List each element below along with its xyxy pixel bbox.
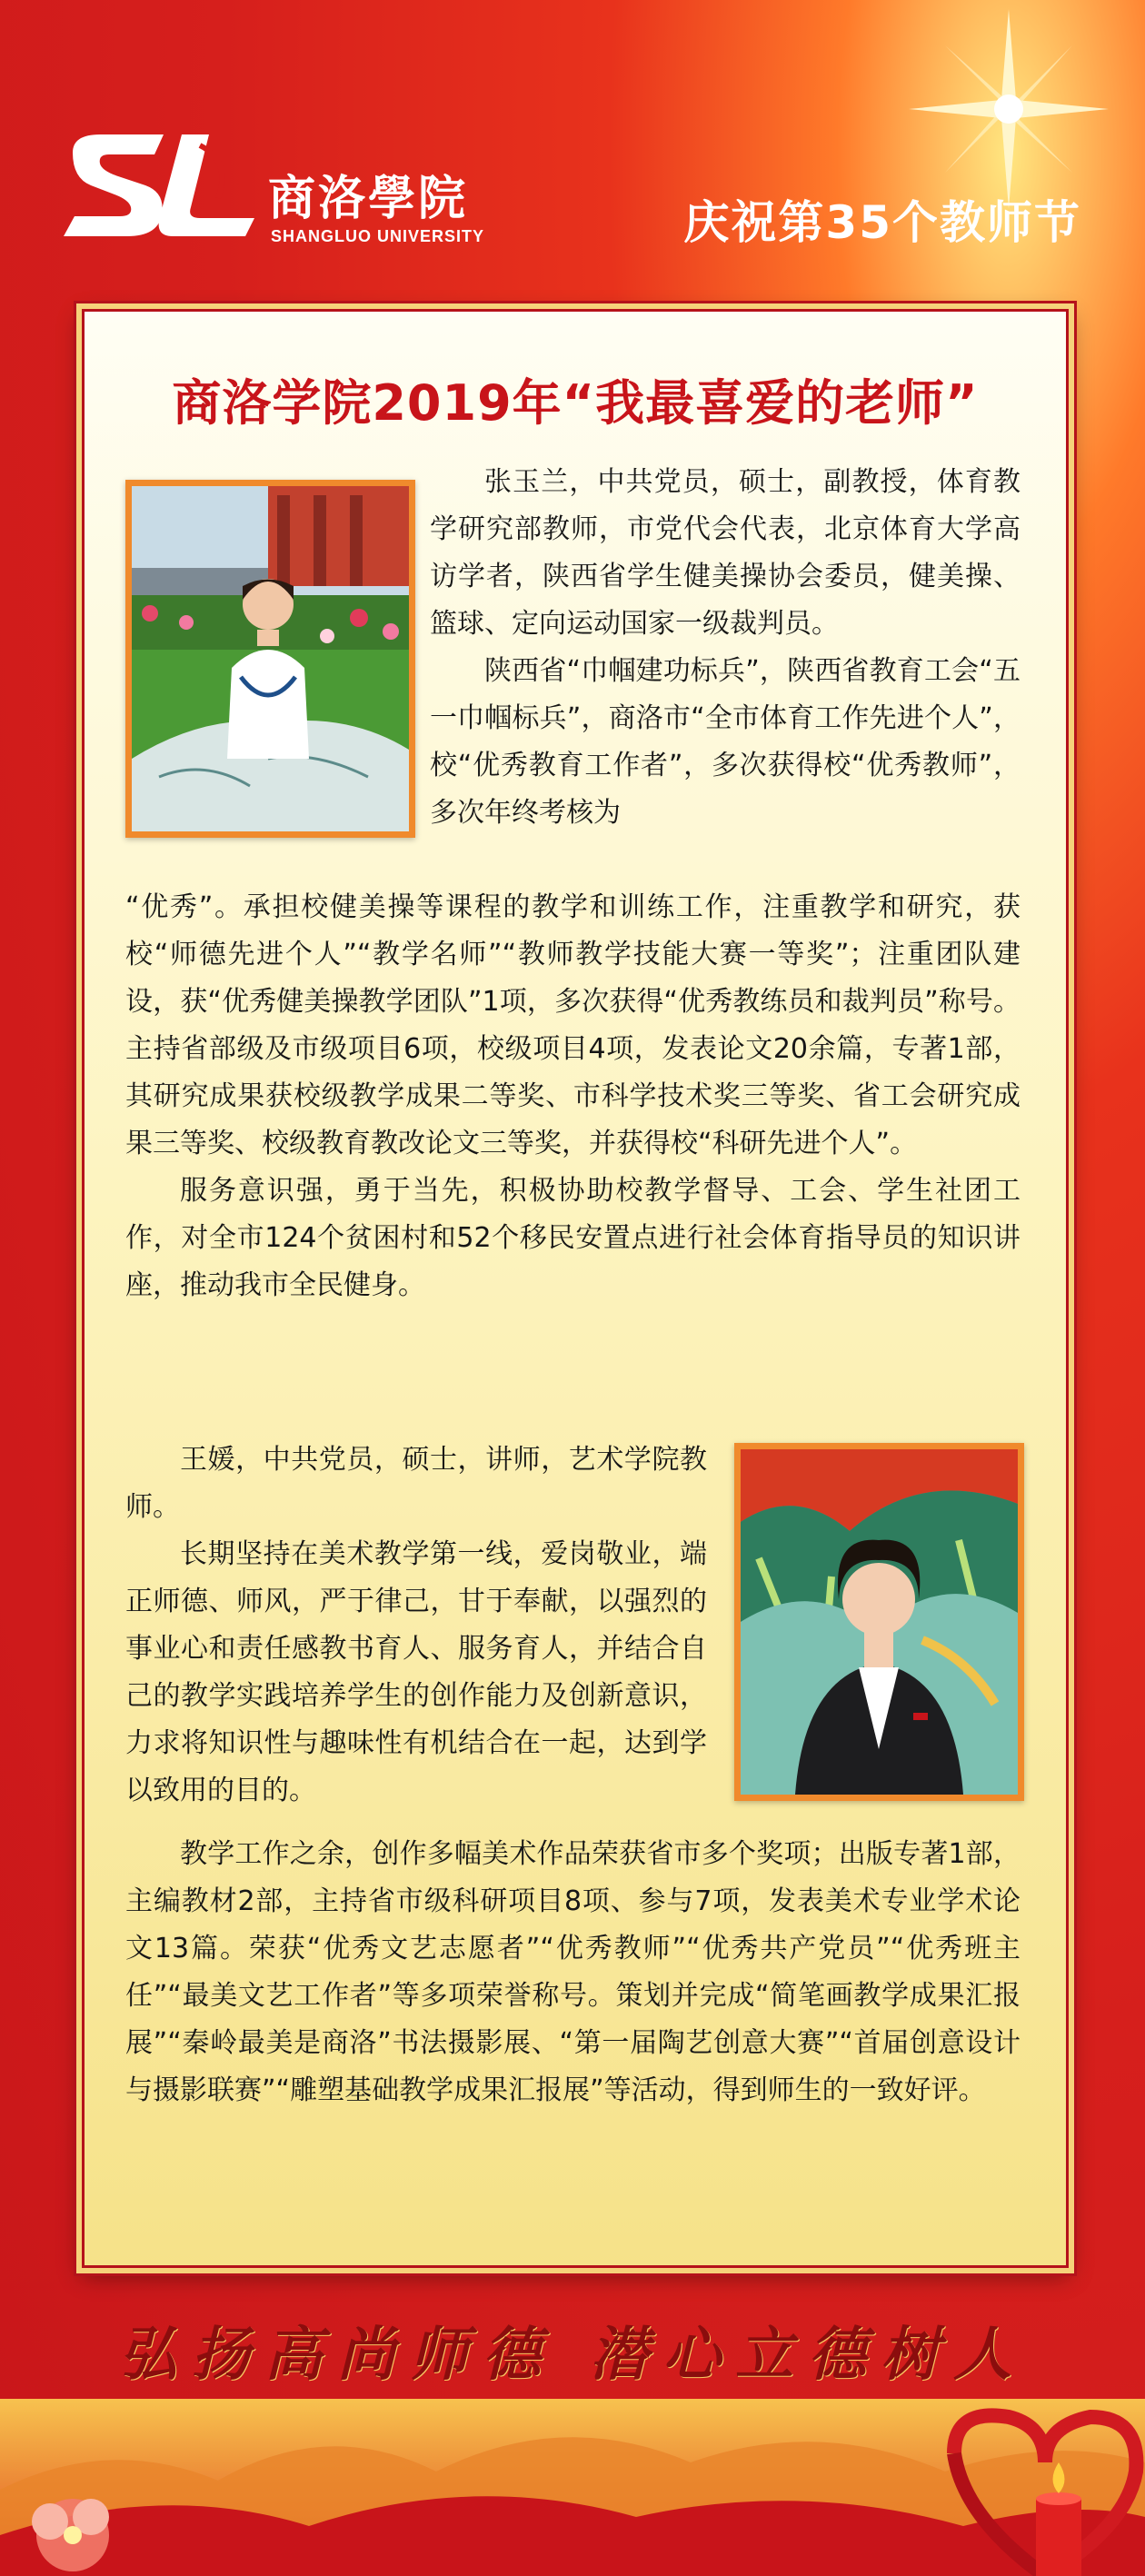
footer-decoration xyxy=(0,2399,1145,2576)
teacher1-bio-top xyxy=(430,459,1021,837)
teacher2-ethic: 长期坚持在美术教学第一线，爱岗敬业，端正师德、师风，严于律己，甘于奉献，以强烈的事业心和责任感教书育人、服务育人，并结合自己的教学实践培养学生的创作能力及创新意识，力求将知识性与趣味性有机结合在一起，达到学以致用的目的。 xyxy=(125,1538,707,1806)
university-logo xyxy=(64,134,554,262)
teacher1-photo xyxy=(125,480,415,838)
teacher2-photo xyxy=(734,1443,1024,1801)
festival-heading: 庆祝第35个教师节 xyxy=(683,196,1081,249)
logo-english-name: SHANGLUO UNIVERSITY xyxy=(271,227,485,245)
teacher1-service: 服务意识强，勇于当先，积极协助校教学督导、工会、学生社团工作，对全市124个贫困村和52个移民安置点进行社会体育指导员的知识讲座，推动我市全民健身。 xyxy=(125,1175,1021,1301)
teacher1-intro: 张玉兰，中共党员，硕士，副教授，体育教学研究部教师，市党代会代表，北京体育大学高访学者，陕西省学生健美操协会委员，健美操、篮球、定向运动国家一级裁判员。 xyxy=(430,466,1021,640)
teacher2-bio-bottom xyxy=(125,1831,1021,2114)
teacher2-works: 教学工作之余，创作多幅美术作品荣获省市多个奖项；出版专著1部，主编教材2部，主持省市级科研项目8项、参与7项，发表美术专业学术论文13篇。荣获“优秀文艺志愿者”“优秀教师”“优秀共产党员”“优秀班主任”“最美文艺工作者”等多项荣誉称号。策划并完成“简笔画教学成果汇报展”“秦岭最美是商洛”书法摄影展、“第一届陶艺创意大赛”“首届创意设计与摄影联赛”“雕塑基础教学成果汇报展”等活动，得到师生的一致好评。 xyxy=(125,1838,1021,2106)
logo-chinese-name: 商洛學院 xyxy=(268,171,469,226)
teacher2-portrait-icon xyxy=(741,1449,1018,1795)
slogan: 弘扬高尚师德 潜心立德树人 xyxy=(118,2321,1027,2389)
sl-logo-icon xyxy=(64,134,259,244)
teacher1-honors-a: 陕西省“巾帼建功标兵”，陕西省教育工会“五一巾帼标兵”，商洛市“全市体育工作先进个人”，校“优秀教育工作者”，多次获得校“优秀教师”，多次年终考核为 xyxy=(430,655,1021,829)
teacher2-bio-top xyxy=(125,1437,707,1815)
content-card xyxy=(82,309,1069,2268)
teacher1-honors-b: “优秀”。承担校健美操等课程的教学和训练工作，注重教学和研究，获校“师德先进个人”“教学名师”“教师教学技能大赛一等奖”；注重团队建设，获“优秀健美操教学团队”1项，多次获得“优秀教练员和裁判员”称号。主持省部级及市级项目6项，校级项目4项，发表论文20余篇，专著1部，其研究成果获校级教学成果二等奖、市科学技术奖三等奖、省工会研究成果三等奖、校级教育教改论文三等奖，并获得校“科研先进个人”。 xyxy=(125,891,1021,1159)
teacher1-portrait-icon xyxy=(132,486,409,831)
page-title: 商洛学院2019年“我最喜爱的老师” xyxy=(172,374,979,432)
sparkle-decoration-icon xyxy=(909,9,1109,209)
teacher1-bio-bottom xyxy=(125,884,1021,1309)
teacher2-intro: 王媛，中共党员，硕士，讲师，艺术学院教师。 xyxy=(125,1444,707,1523)
